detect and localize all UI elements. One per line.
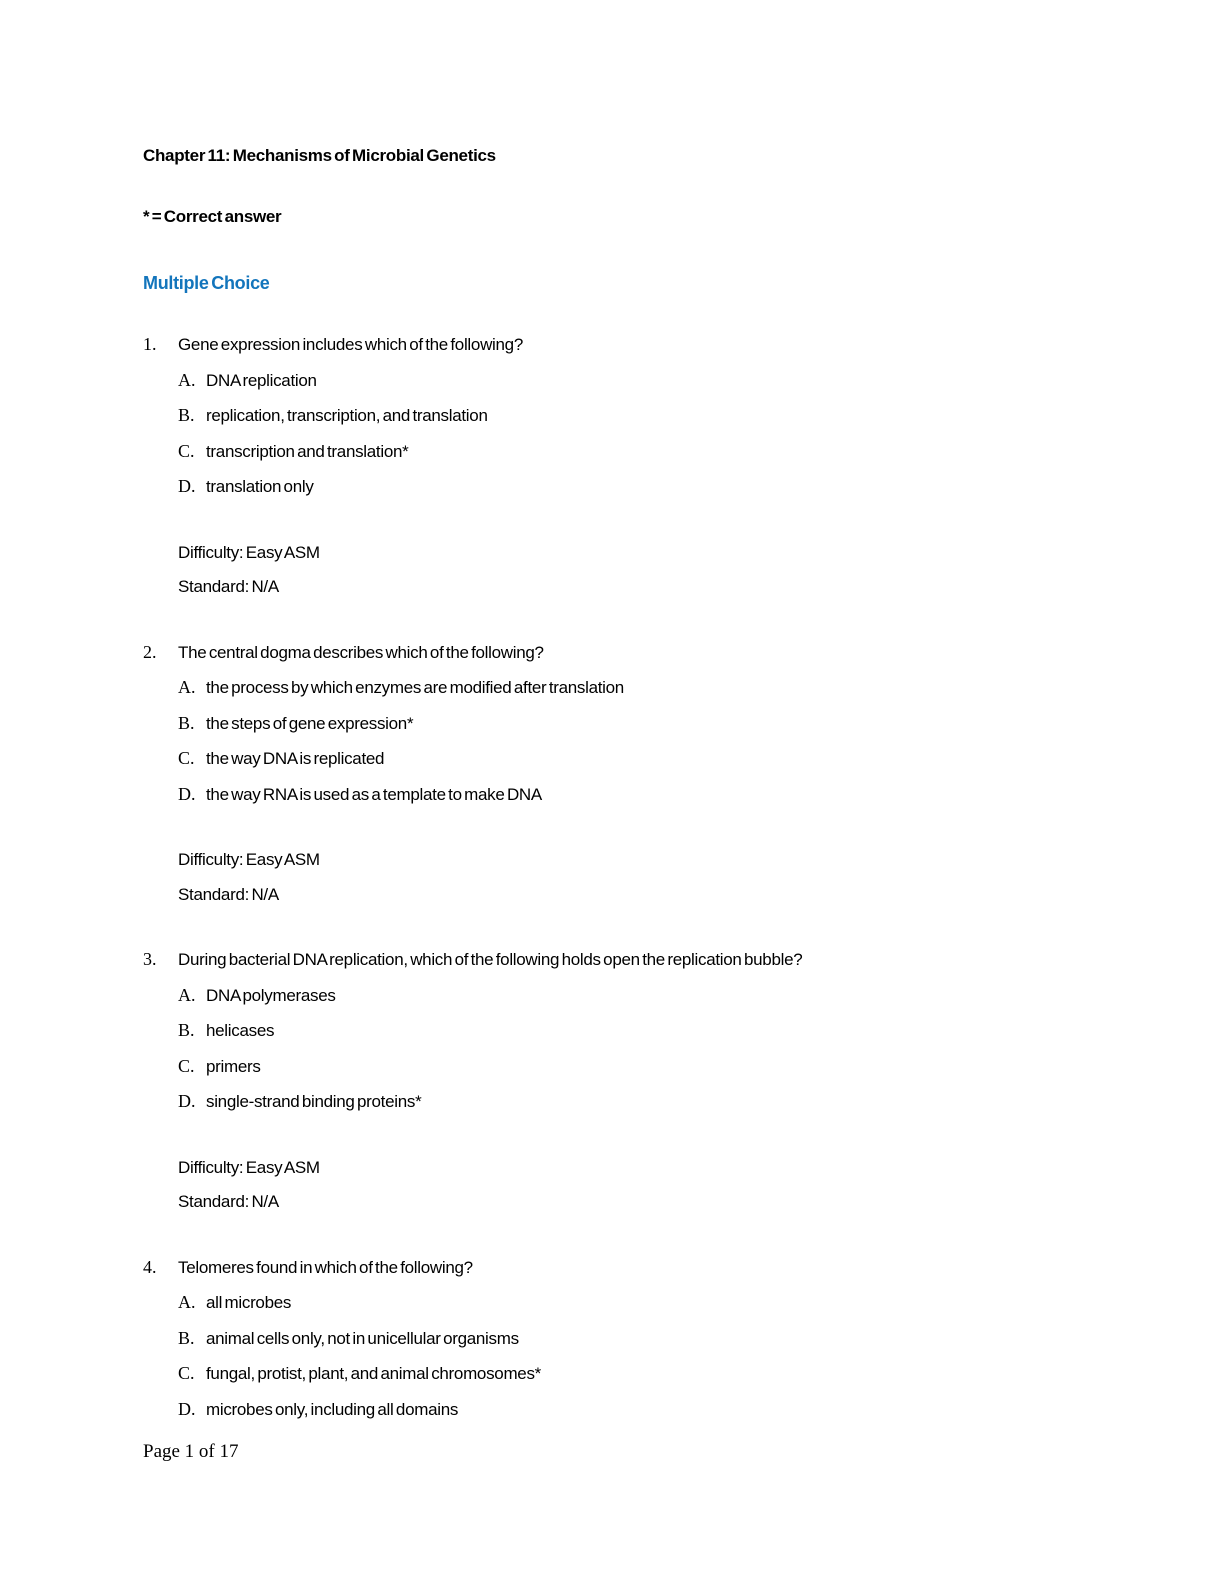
option-row <box>178 706 1124 742</box>
question-list <box>143 327 1124 1427</box>
option-letter: A. <box>178 369 196 390</box>
option-text: DNA polymerases <box>206 985 336 1005</box>
option-row <box>178 1392 1124 1428</box>
option-row <box>178 978 1124 1014</box>
option-letter: B. <box>178 405 195 425</box>
question-block <box>143 1250 1124 1428</box>
option-letter: C. <box>178 748 195 768</box>
option-letter: A. <box>178 984 196 1005</box>
option-text: fungal, protist, plant, and animal chromosomes* <box>206 1364 541 1383</box>
question-row <box>143 942 1124 978</box>
option-text: the steps of gene expression* <box>206 713 414 733</box>
option-text: the process by which enzymes are modified after translation <box>206 678 624 697</box>
option-letter: A. <box>178 677 196 697</box>
option-text: translation only <box>206 477 314 496</box>
option-text: the way RNA is used as a template to make DNA <box>206 784 542 804</box>
option-row <box>178 434 1124 470</box>
question-row <box>143 635 1124 671</box>
section-heading-multiple-choice: Multiple Choice <box>143 273 270 293</box>
option-list <box>178 363 1124 505</box>
question-number: 3. <box>143 949 157 969</box>
option-letter: D. <box>178 476 196 496</box>
standard-line: Standard: N/A <box>178 577 279 596</box>
option-list <box>178 1285 1124 1427</box>
option-text: the way DNA is replicated <box>206 749 385 768</box>
question-block <box>143 327 1124 605</box>
question-meta <box>178 843 1124 912</box>
option-text: DNA replication <box>206 370 317 390</box>
option-row <box>178 777 1124 813</box>
option-letter: D. <box>178 783 196 804</box>
document-content <box>143 146 1124 1427</box>
option-row <box>178 398 1124 434</box>
option-letter: D. <box>178 1091 196 1111</box>
chapter-title: Chapter 11: Mechanisms of Microbial Genetics <box>143 146 496 165</box>
option-row <box>178 1084 1124 1120</box>
option-row <box>178 741 1124 777</box>
standard-line: Standard: N/A <box>178 884 279 904</box>
option-row <box>178 469 1124 505</box>
difficulty-line: Difficulty: Easy ASM <box>178 1157 320 1177</box>
option-row <box>178 1285 1124 1321</box>
option-row <box>178 1049 1124 1085</box>
option-row <box>178 1356 1124 1392</box>
option-text: single-strand binding proteins* <box>206 1092 422 1111</box>
question-text: During bacterial DNA replication, which of the following holds open the replication bubble? <box>178 950 803 969</box>
question-block <box>143 635 1124 913</box>
option-list <box>178 670 1124 812</box>
question-number: 4. <box>143 1256 157 1277</box>
option-letter: C. <box>178 1055 195 1076</box>
option-letter: D. <box>178 1398 196 1419</box>
option-letter: A. <box>178 1292 196 1312</box>
option-text: microbes only, including all domains <box>206 1399 459 1419</box>
page-number: Page 1 of 17 <box>143 1441 239 1462</box>
option-list <box>178 978 1124 1120</box>
option-letter: B. <box>178 1020 195 1040</box>
option-text: replication, transcription, and translation <box>206 406 488 425</box>
option-text: helicases <box>206 1021 275 1040</box>
question-text: Telomeres found in which of the following? <box>178 1257 473 1277</box>
question-number: 1. <box>143 334 157 354</box>
question-number: 2. <box>143 641 157 662</box>
option-text: all microbes <box>206 1293 292 1312</box>
option-letter: C. <box>178 440 195 461</box>
option-letter: B. <box>178 712 195 733</box>
difficulty-line: Difficulty: Easy ASM <box>178 850 320 869</box>
question-row <box>143 327 1124 363</box>
question-block <box>143 942 1124 1220</box>
correct-answer-note: * = Correct answer <box>143 207 282 226</box>
question-meta <box>178 1151 1124 1220</box>
option-row <box>178 670 1124 706</box>
option-text: primers <box>206 1056 261 1076</box>
question-text: The central dogma describes which of the following? <box>178 642 544 662</box>
question-meta <box>178 536 1124 605</box>
standard-line: Standard: N/A <box>178 1192 279 1211</box>
option-row <box>178 1321 1124 1357</box>
option-row <box>178 1013 1124 1049</box>
option-letter: C. <box>178 1363 195 1383</box>
option-row <box>178 363 1124 399</box>
difficulty-line: Difficulty: Easy ASM <box>178 542 320 562</box>
option-letter: B. <box>178 1327 195 1348</box>
option-text: transcription and translation* <box>206 441 409 461</box>
question-row <box>143 1250 1124 1286</box>
option-text: animal cells only, not in unicellular organisms <box>206 1328 519 1348</box>
question-text: Gene expression includes which of the following? <box>178 335 523 354</box>
